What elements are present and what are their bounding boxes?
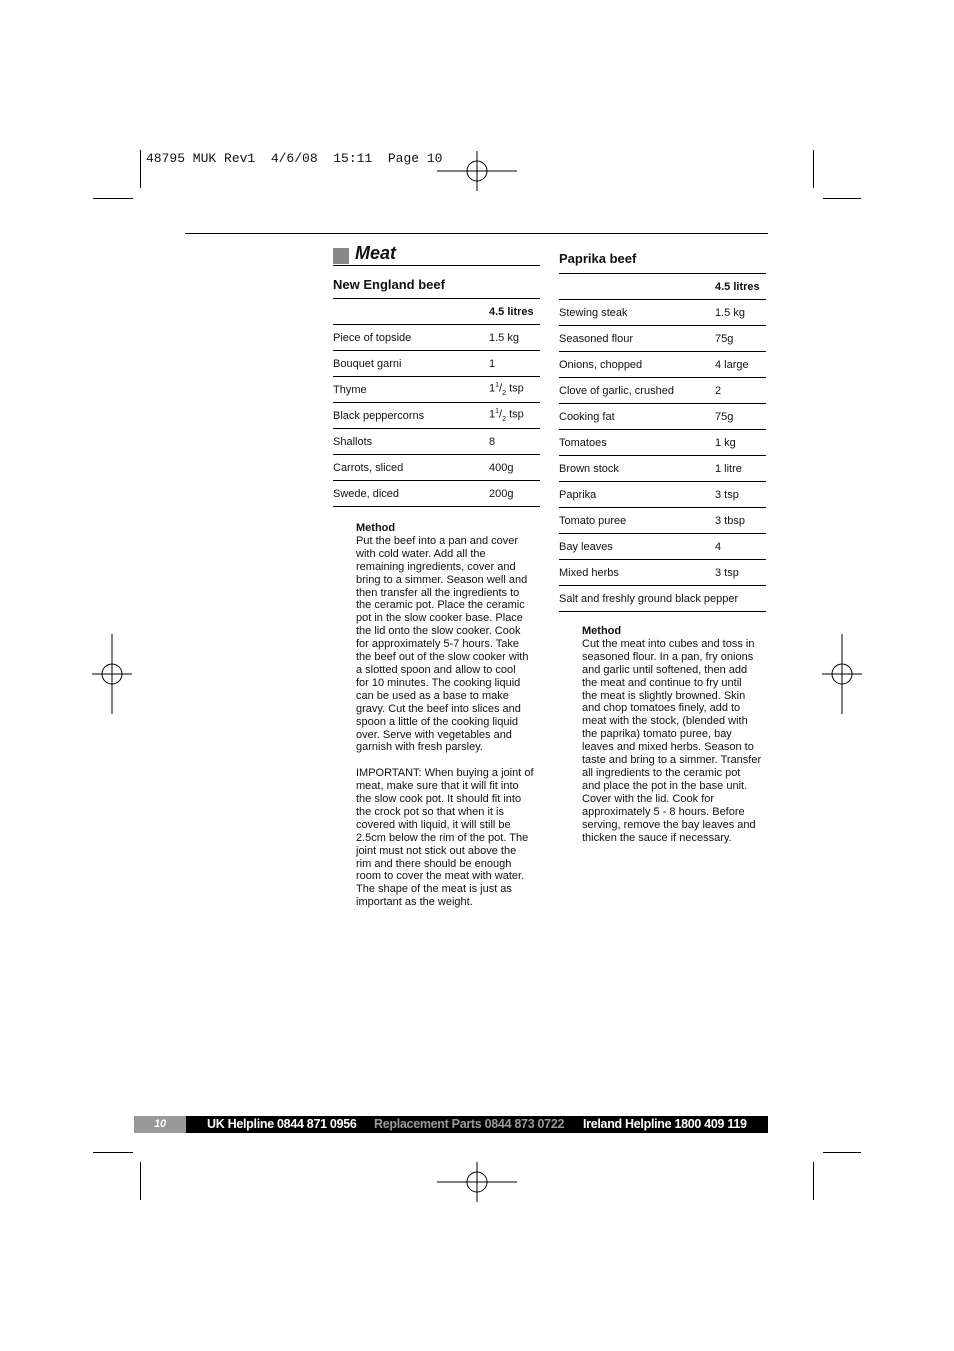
table-row [333, 455, 540, 481]
method-block [356, 522, 546, 909]
qty-fraction-denominator: 2 [502, 389, 506, 397]
table-row [333, 481, 540, 507]
crop-mark [813, 1162, 814, 1200]
table-header-spacer [559, 274, 715, 300]
registration-mark-icon [437, 1142, 517, 1222]
table-row [333, 377, 540, 403]
replacement-parts: Replacement Parts 0844 873 0722 [374, 1117, 565, 1131]
ingredient-name: Mixed herbs [559, 560, 715, 586]
ingredient-qty: 8 [489, 429, 540, 455]
table-row [333, 351, 540, 377]
ingredient-name: Carrots, sliced [333, 455, 489, 481]
ingredient-qty: 200g [489, 481, 540, 507]
ingredient-name: Clove of garlic, crushed [559, 378, 715, 404]
table-row [333, 403, 540, 429]
ingredient-qty: 400g [489, 455, 540, 481]
table-row [559, 456, 766, 482]
table-row [333, 325, 540, 351]
ingredient-name: Black peppercorns [333, 403, 489, 429]
table-row [559, 326, 766, 352]
table-row [559, 508, 766, 534]
qty-fraction-denominator: 2 [502, 415, 506, 423]
registration-mark-icon [437, 131, 517, 211]
ingredient-qty: 1 litre [715, 456, 766, 482]
qty-unit: tsp [509, 382, 524, 395]
ingredient-qty: 1.5 kg [489, 325, 540, 351]
table-header-spacer [333, 299, 489, 325]
recipe-title: Paprika beef [559, 251, 637, 266]
page-number: 10 [134, 1116, 186, 1133]
crop-mark [813, 150, 814, 188]
ingredient-name: Cooking fat [559, 404, 715, 430]
ingredient-name: Tomato puree [559, 508, 715, 534]
qty-fraction-numerator: 1 [495, 382, 500, 390]
ingredient-qty: $1^1/_2$ tsp [489, 403, 540, 429]
table-row [559, 378, 766, 404]
method-block [582, 625, 772, 844]
ingredient-qty: 3 tsp [715, 560, 766, 586]
table-header-row [559, 274, 766, 300]
ingredient-name: Salt and freshly ground black pepper [559, 586, 766, 612]
ingredient-qty: 4 large [715, 352, 766, 378]
print-slug: 48795 MUK Rev1 4/6/08 15:11 Page 10 [146, 151, 443, 166]
crop-mark [140, 1162, 141, 1200]
section-heading [333, 245, 540, 266]
ingredient-name: Shallots [333, 429, 489, 455]
method-text: Put the beef into a pan and cover with cold water. Add all the remaining ingredients, cover and bring to a simmer. Season well and then transfer all the ingredients to the ceramic pot. Place the ceramic pot in the slow cooker base. Place the lid onto the slow cooker. Cook for approximately 5-7 hours. Take the beef out of the slow cooker with a slotted spoon and allow to cool for 10 minutes. The cooking liquid can be used as a base to make gravy. Cut the beef into slices and spoon a little of the cooking liquid over. Serve with vegetables and garnish with fresh parsley. [356, 534, 529, 754]
qty-whole: 1 [489, 408, 496, 421]
method-heading: Method [356, 522, 396, 534]
ingredient-qty: 2 [715, 378, 766, 404]
ingredient-name: Thyme [333, 377, 489, 403]
ingredient-name: Brown stock [559, 456, 715, 482]
ingredient-name: Paprika [559, 482, 715, 508]
ingredient-name: Seasoned flour [559, 326, 715, 352]
registration-mark-icon [72, 634, 152, 714]
ingredient-qty: 1 kg [715, 430, 766, 456]
ingredient-name: Stewing steak [559, 300, 715, 326]
uk-helpline: UK Helpline 0844 871 0956 [207, 1117, 357, 1131]
recipe-title: New England beef [333, 277, 445, 292]
qty-unit: tsp [509, 408, 524, 421]
crop-mark [93, 198, 133, 199]
table-header-capacity: 4.5 litres [715, 274, 766, 300]
table-row [559, 482, 766, 508]
ingredients-table [333, 298, 540, 507]
ingredient-name: Piece of topside [333, 325, 489, 351]
top-rule [185, 233, 768, 234]
ingredient-qty: 75g [715, 404, 766, 430]
crop-mark [140, 150, 141, 188]
section-square-icon [333, 248, 349, 264]
ingredients-table [559, 273, 766, 612]
ingredient-qty: 3 tsp [715, 482, 766, 508]
registration-mark-icon [802, 634, 882, 714]
ingredient-name: Tomatoes [559, 430, 715, 456]
table-header-row [333, 299, 540, 325]
ingredient-name: Bouquet garni [333, 351, 489, 377]
qty-fraction-numerator: 1 [495, 408, 500, 416]
section-title: Meat [355, 243, 397, 263]
table-row [559, 430, 766, 456]
qty-whole: 1 [489, 382, 496, 395]
ingredient-qty: 4 [715, 534, 766, 560]
ingredient-qty: 1.5 kg [715, 300, 766, 326]
ingredient-name: Bay leaves [559, 534, 715, 560]
table-row [559, 300, 766, 326]
footer-helpline-bar [134, 1116, 768, 1133]
table-header-capacity: 4.5 litres [489, 299, 540, 325]
ingredient-name: Onions, chopped [559, 352, 715, 378]
method-text: Cut the meat into cubes and toss in seasoned flour. In a pan, fry onions and garlic until softened, then add the meat and continue to fry until the meat is slightly browned. Skin and chop tomatoes finely, add to meat with the stock, (blended with the paprika) tomato puree, bay leaves and mixed herbs. Season to taste and bring to a simmer. Transfer all ingredients to the ceramic pot and place the pot in the base unit. Cover with the lid. Cook for approximately 5 - 8 hours. Before serving, remove the bay leaves and thicken the sauce if necessary. [582, 637, 762, 844]
ingredient-qty: $1^1/_2$ tsp [489, 377, 540, 403]
table-row [559, 560, 766, 586]
table-row [333, 429, 540, 455]
crop-mark [823, 1152, 861, 1153]
table-row [559, 586, 766, 612]
table-row [559, 404, 766, 430]
table-row [559, 352, 766, 378]
ingredient-qty: 3 tbsp [715, 508, 766, 534]
table-row [559, 534, 766, 560]
ingredient-qty: 75g [715, 326, 766, 352]
crop-mark [93, 1152, 133, 1153]
ingredient-qty: 1 [489, 351, 540, 377]
important-note: IMPORTANT: When buying a joint of meat, make sure that it will fit into the slow cook pot. It should fit into the crock pot so that when it is covered with liquid, it will still be 2.5cm below the rim of the pot. The joint must not stick out above the rim and there should be enough room to cover the meat with water. The shape of the meat is just as important as the weight. [356, 767, 534, 909]
crop-mark [823, 198, 861, 199]
ingredient-name: Swede, diced [333, 481, 489, 507]
method-heading: Method [582, 625, 622, 637]
ireland-helpline: Ireland Helpline 1800 409 119 [583, 1117, 747, 1131]
